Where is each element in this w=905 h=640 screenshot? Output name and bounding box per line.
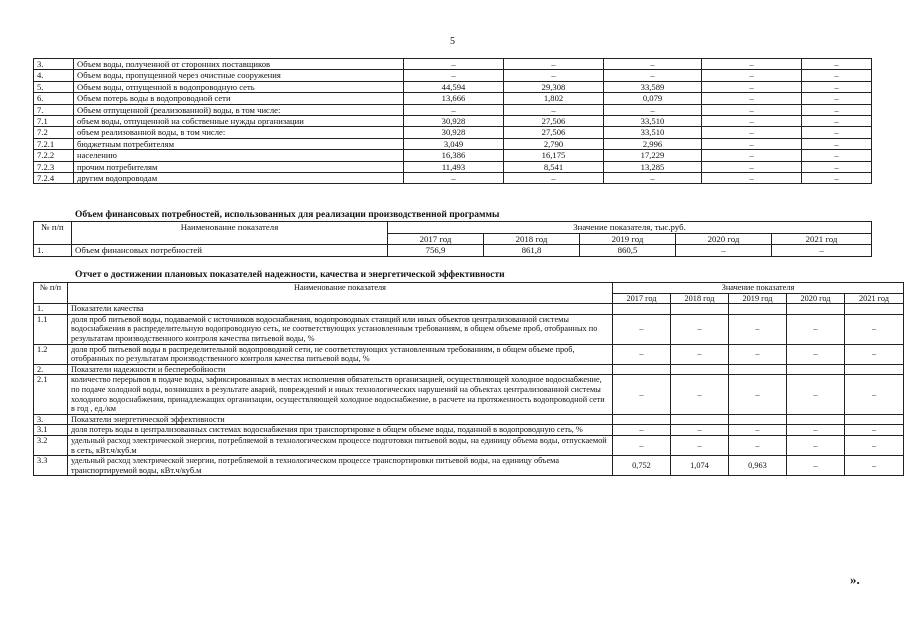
row-number: 7.	[34, 104, 74, 115]
table-row	[34, 70, 872, 81]
report-header-num: № п/п	[34, 283, 68, 304]
year-header: 2018 год	[671, 293, 729, 304]
finance-header-value: Значение показателя, тыс.руб.	[388, 222, 872, 234]
year-header: 2019 год	[729, 293, 787, 304]
row-label: прочим потребителям	[74, 161, 404, 172]
row-number: 3.3	[34, 456, 68, 476]
section-title: Показатели надежности и бесперебойности	[68, 364, 613, 375]
row-value: –	[802, 127, 872, 138]
row-value: –	[729, 425, 787, 436]
row-label: Объем потерь воды в водопроводной сети	[74, 93, 404, 104]
empty-cell	[787, 364, 845, 375]
year-header: 2019 год	[580, 233, 676, 245]
row-number: 7.2.2	[34, 150, 74, 161]
empty-cell	[671, 364, 729, 375]
row-value: –	[787, 456, 845, 476]
section-title: Показатели энергетической эффективности	[68, 414, 613, 425]
year-header: 2021 год	[772, 233, 872, 245]
row-value: –	[613, 435, 671, 455]
row-number: 4.	[34, 70, 74, 81]
row-number: 7.2	[34, 127, 74, 138]
water-volume-table	[33, 58, 872, 184]
row-value: –	[729, 314, 787, 344]
row-value: –	[802, 104, 872, 115]
row-value: –	[404, 59, 504, 70]
row-value: 13,285	[604, 161, 702, 172]
row-number: 7.2.3	[34, 161, 74, 172]
row-value: –	[772, 245, 872, 257]
empty-cell	[613, 364, 671, 375]
row-value: –	[404, 173, 504, 184]
row-number: 5.	[34, 81, 74, 92]
row-value: 30,928	[404, 127, 504, 138]
finance-header-num: № п/п	[34, 222, 72, 245]
row-value: –	[613, 314, 671, 344]
row-value: 13,666	[404, 93, 504, 104]
row-value: –	[702, 161, 802, 172]
row-value: –	[702, 138, 802, 149]
row-number: 1.2	[34, 344, 68, 364]
row-label: Объем воды, полученной от сторонних поставщиков	[74, 59, 404, 70]
row-value: 27,506	[504, 116, 604, 127]
table-row	[34, 59, 872, 70]
row-value: –	[729, 375, 787, 414]
row-value: –	[787, 314, 845, 344]
empty-cell	[613, 414, 671, 425]
table-row	[34, 116, 872, 127]
row-value: 11,493	[404, 161, 504, 172]
row-number: 3.	[34, 414, 68, 425]
year-header: 2017 год	[613, 293, 671, 304]
row-value: –	[702, 59, 802, 70]
row-label: населению	[74, 150, 404, 161]
row-label: доля проб питьевой воды в распределительной водопроводной сети, не соответствующих установленным требованиям, в общем объеме проб, отобранных по результатам производственного контроля качества питьевой воды, %	[68, 344, 613, 364]
row-number: 7.1	[34, 116, 74, 127]
row-value: –	[845, 344, 904, 364]
report-header-name: Наименование показателя	[68, 283, 613, 304]
finance-caption: Объем финансовых потребностей, использованных для реализации производственной программы	[75, 210, 500, 220]
row-value: 17,229	[604, 150, 702, 161]
empty-cell	[787, 414, 845, 425]
row-label: Объем воды, пропущенной через очистные сооружения	[74, 70, 404, 81]
row-value: –	[671, 425, 729, 436]
row-value: –	[613, 375, 671, 414]
table-row	[34, 245, 872, 257]
row-value: –	[504, 59, 604, 70]
row-value: –	[604, 59, 702, 70]
page-number: 5	[450, 36, 455, 47]
row-number: 1.1	[34, 314, 68, 344]
row-number: 6.	[34, 93, 74, 104]
table-row	[34, 344, 904, 364]
row-value: –	[802, 138, 872, 149]
row-value: 1,074	[671, 456, 729, 476]
row-number: 1.	[34, 245, 72, 257]
row-number: 1.	[34, 304, 68, 315]
table-row	[34, 138, 872, 149]
row-value: 16,386	[404, 150, 504, 161]
report-table	[33, 282, 904, 476]
row-value: –	[802, 150, 872, 161]
row-value: –	[802, 173, 872, 184]
section-row	[34, 304, 904, 315]
section-title: Показатели качества	[68, 304, 613, 315]
section-row	[34, 414, 904, 425]
row-number: 7.2.1	[34, 138, 74, 149]
row-value: –	[504, 70, 604, 81]
row-value: –	[702, 70, 802, 81]
row-value: –	[802, 116, 872, 127]
empty-cell	[845, 364, 904, 375]
empty-cell	[729, 364, 787, 375]
empty-cell	[671, 414, 729, 425]
report-caption: Отчет о достижении плановых показателей надежности, качества и энергетической эффективности	[75, 270, 505, 280]
finance-header-name: Наименование показателя	[72, 222, 388, 245]
row-label: Объем отпущенной (реализованной) воды, в том числе:	[74, 104, 404, 115]
row-value: –	[787, 425, 845, 436]
table-row	[34, 435, 904, 455]
row-label: Объем финансовых потребностей	[72, 245, 388, 257]
empty-cell	[671, 304, 729, 315]
table-row	[34, 150, 872, 161]
row-value: –	[671, 314, 729, 344]
row-value: –	[404, 70, 504, 81]
row-value: 860,5	[580, 245, 676, 257]
table-row	[34, 161, 872, 172]
row-value: –	[702, 93, 802, 104]
row-value: –	[613, 425, 671, 436]
row-value: –	[702, 150, 802, 161]
row-value: –	[729, 344, 787, 364]
row-value: –	[702, 81, 802, 92]
row-value: –	[787, 344, 845, 364]
row-value: 27,506	[504, 127, 604, 138]
row-value: –	[802, 93, 872, 104]
row-value: 2,790	[504, 138, 604, 149]
empty-cell	[613, 304, 671, 315]
table-row	[34, 93, 872, 104]
closing-quote-mark: ».	[850, 572, 860, 587]
row-label: объем реализованной воды, в том числе:	[74, 127, 404, 138]
row-value: –	[676, 245, 772, 257]
year-header: 2017 год	[388, 233, 484, 245]
empty-cell	[787, 304, 845, 315]
row-value: –	[802, 81, 872, 92]
row-value: 2,996	[604, 138, 702, 149]
row-number: 3.1	[34, 425, 68, 436]
row-value: –	[729, 435, 787, 455]
row-value: –	[702, 127, 802, 138]
year-header: 2021 год	[845, 293, 904, 304]
table-row	[34, 425, 904, 436]
row-label: другим водопроводам	[74, 173, 404, 184]
row-value: –	[504, 173, 604, 184]
row-value: –	[802, 70, 872, 81]
row-value: –	[845, 314, 904, 344]
row-value: –	[702, 104, 802, 115]
row-value: –	[604, 104, 702, 115]
row-value: –	[671, 435, 729, 455]
row-value: –	[702, 116, 802, 127]
empty-cell	[729, 304, 787, 315]
row-value: –	[787, 435, 845, 455]
report-header-value: Значение показателя	[613, 283, 904, 294]
row-label: бюджетным потребителям	[74, 138, 404, 149]
row-value: 29,308	[504, 81, 604, 92]
empty-cell	[845, 304, 904, 315]
row-value: –	[845, 425, 904, 436]
row-value: 8,541	[504, 161, 604, 172]
table-row	[34, 81, 872, 92]
table-row	[34, 314, 904, 344]
row-value: –	[671, 375, 729, 414]
row-label: доля потерь воды в централизованных системах водоснабжения при транспортировке в общем объеме воды, поданной в водопроводную сеть, %	[68, 425, 613, 436]
row-value: –	[845, 435, 904, 455]
row-value: 0,079	[604, 93, 702, 104]
table-row	[34, 127, 872, 138]
row-value: –	[802, 59, 872, 70]
row-value: –	[671, 344, 729, 364]
row-value: –	[702, 173, 802, 184]
row-label: доля проб питьевой воды, подаваемой с источников водоснабжения, водопроводных станций или иных объектов централизованной системы водоснабжения в распределительную водопроводную сеть, не соответствующих установленным требованиям, в общем объеме проб, отобранных по результатам производственного контроля качества питьевой воды, %	[68, 314, 613, 344]
row-value: 16,175	[504, 150, 604, 161]
row-label: Объем воды, отпущенной в водопроводную сеть	[74, 81, 404, 92]
row-number: 2.1	[34, 375, 68, 414]
table-row	[34, 375, 904, 414]
row-number: 7.2.4	[34, 173, 74, 184]
row-value: –	[845, 456, 904, 476]
row-value: 0,963	[729, 456, 787, 476]
row-value: –	[504, 104, 604, 115]
row-value: 33,510	[604, 127, 702, 138]
table-row	[34, 456, 904, 476]
row-value: 861,8	[484, 245, 580, 257]
row-value: –	[787, 375, 845, 414]
table-row	[34, 173, 872, 184]
row-label: удельный расход электрической энергии, потребляемой в технологическом процессе подготовки питьевой воды, на единицу объема воды, отпускаемой в сеть, кВт.ч/куб.м	[68, 435, 613, 455]
row-value: 0,752	[613, 456, 671, 476]
row-value: 1,802	[504, 93, 604, 104]
row-number: 3.	[34, 59, 74, 70]
row-value: –	[845, 375, 904, 414]
row-value: 30,928	[404, 116, 504, 127]
row-value: –	[802, 161, 872, 172]
row-value: 3,049	[404, 138, 504, 149]
row-value: 33,510	[604, 116, 702, 127]
row-value: 44,594	[404, 81, 504, 92]
row-number: 2.	[34, 364, 68, 375]
section-row	[34, 364, 904, 375]
row-value: –	[604, 173, 702, 184]
row-value: 756,9	[388, 245, 484, 257]
table-row	[34, 104, 872, 115]
row-value: –	[613, 344, 671, 364]
empty-cell	[729, 414, 787, 425]
row-label: удельный расход электрической энергии, потребляемой в технологическом процессе транспортировки питьевой воды, на единицу объема транспортируемой воды, кВт.ч/куб.м	[68, 456, 613, 476]
year-header: 2018 год	[484, 233, 580, 245]
row-value: 33,589	[604, 81, 702, 92]
row-label: количество перерывов в подаче воды, зафиксированных в местах исполнения обязательств организацией, осуществляющей холодное водоснабжение, по подаче холодной воды, возникших в результате аварий, повреждений и иных технологических нарушений на объектах централизованной системы холодного водоснабжения, принадлежащих организации, осуществляющей холодное водоснабжение, в расчете на протяженность водопроводной сети в год , ед./км	[68, 375, 613, 414]
year-header: 2020 год	[676, 233, 772, 245]
empty-cell	[845, 414, 904, 425]
row-value: –	[604, 70, 702, 81]
row-label: объем воды, отпущенной на собственные нужды организации	[74, 116, 404, 127]
year-header: 2020 год	[787, 293, 845, 304]
finance-table	[33, 221, 872, 257]
row-value: –	[404, 104, 504, 115]
row-number: 3.2	[34, 435, 68, 455]
